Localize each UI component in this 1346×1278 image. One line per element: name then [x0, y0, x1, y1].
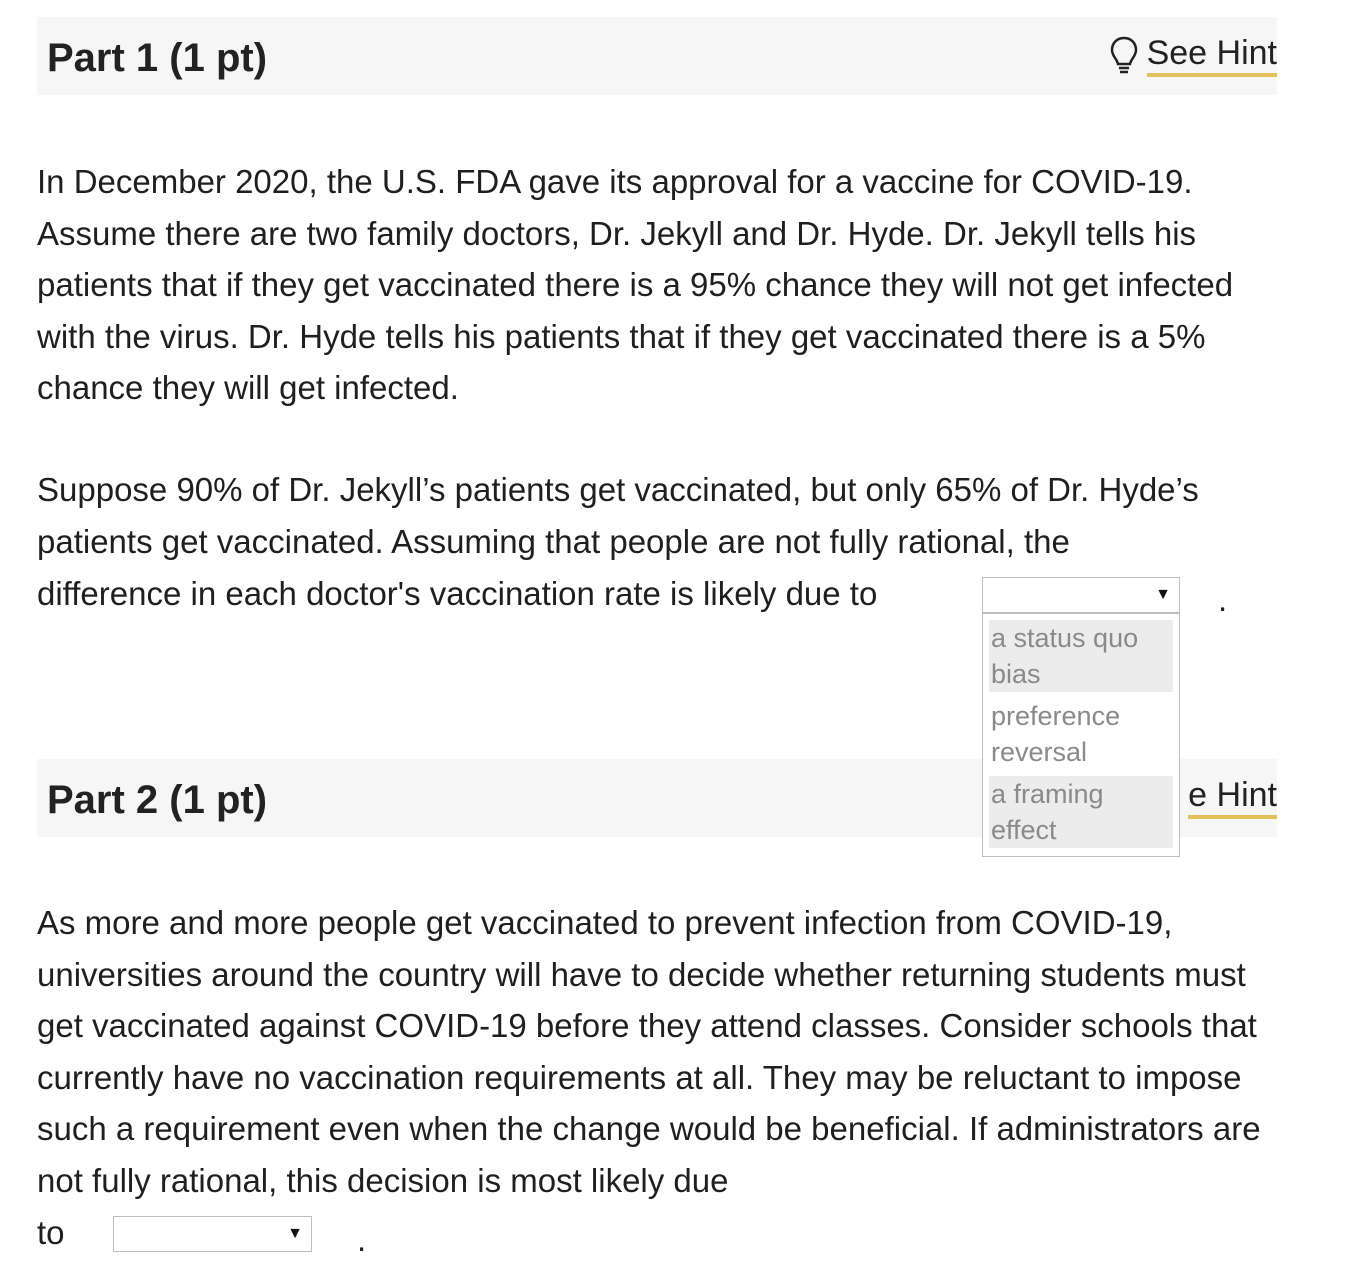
part2-see-hint[interactable] — [1188, 775, 1277, 825]
dropdown-arrow-icon: ▼ — [287, 1225, 303, 1242]
dropdown-option[interactable]: preference reversal — [991, 701, 1121, 767]
see-hint-link[interactable]: See Hint — [1147, 33, 1277, 77]
dropdown-option[interactable]: a framing effect — [989, 776, 1173, 848]
lightbulb-icon — [1109, 35, 1139, 77]
part2-title: Part 2 (1 pt) — [47, 778, 268, 822]
part1-period: . — [1218, 581, 1228, 618]
dropdown-option[interactable]: a status quo bias — [989, 620, 1173, 692]
part1-title: Part 1 (1 pt) — [47, 36, 268, 80]
part1-answer-select[interactable] — [982, 577, 1180, 613]
part1-see-hint[interactable] — [1109, 33, 1277, 83]
part1-paragraph-2: Suppose 90% of Dr. Jekyll’s patients get vaccinated, but only 65% of Dr. Hyde’s patients get vaccinated. Assuming that people are not fully rational, the — [37, 471, 1199, 560]
part2-question-tail: to — [37, 1214, 65, 1251]
part2-period: . — [357, 1221, 367, 1258]
part1-header — [37, 17, 1277, 95]
part2-answer-select[interactable] — [113, 1216, 312, 1252]
part1-dropdown-list[interactable] — [982, 613, 1180, 857]
part1-paragraph-1: In December 2020, the U.S. FDA gave its approval for a vaccine for COVID-19. Assume there are two family doctors, Dr. Jekyll and Dr. Hyde. Dr. Jekyll tells his patients that if they get vaccinated there is a 95% chance they will not get infected with the virus. Dr. Hyde tells his patients that if they get vaccinated there is a 5% chance they will get infected. — [37, 163, 1234, 406]
part1-question-tail: difference in each doctor's vaccination rate is likely due to — [37, 575, 878, 612]
dropdown-arrow-icon: ▼ — [1155, 586, 1171, 603]
part2-paragraph: As more and more people get vaccinated to prevent infection from COVID-19, universities around the country will have to decide whether returning students must get vaccinated against COVID-19 before they attend classes. Consider schools that currently have no vaccination requirements at all. They may be reluctant to impose such a requirement even when the change would be beneficial. If administrators are not fully rational, this decision is most likely due — [37, 904, 1261, 1199]
see-hint-link[interactable]: e Hint — [1188, 775, 1277, 819]
